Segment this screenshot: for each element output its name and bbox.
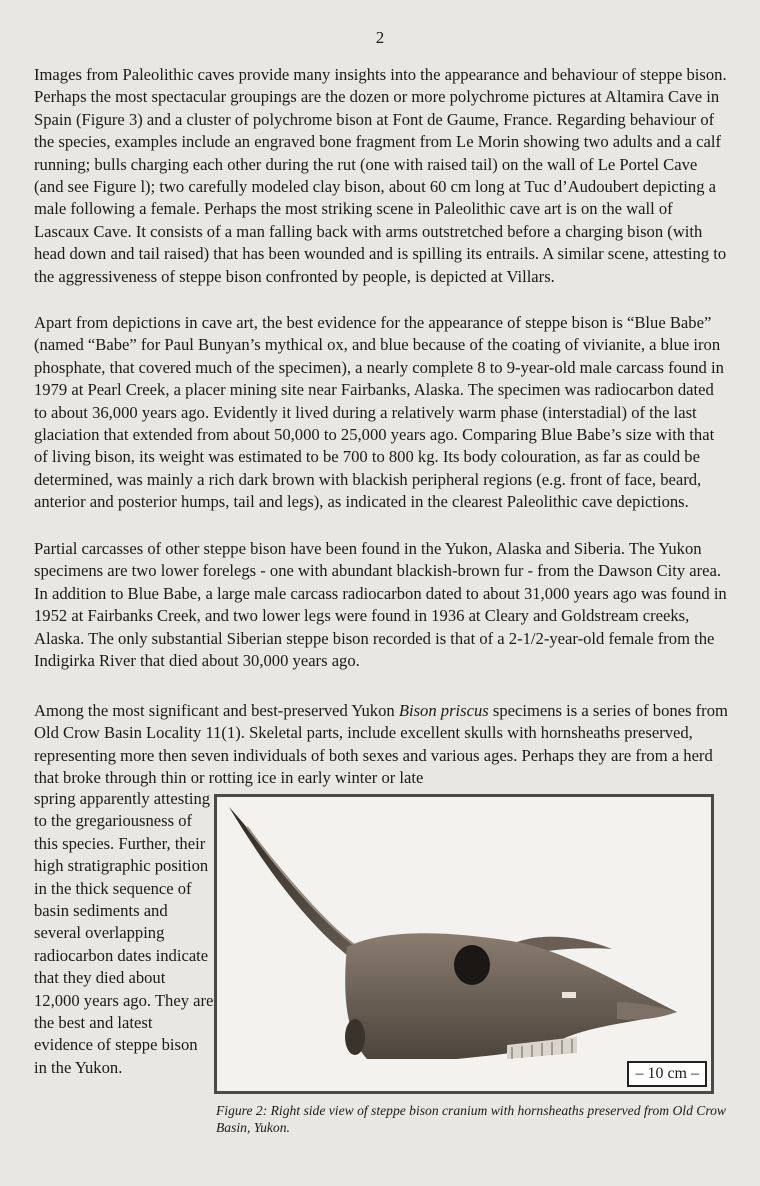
- paragraph-old-crow: [34, 700, 730, 790]
- paragraph-text: [34, 700, 730, 790]
- page-number: 2: [375, 28, 385, 47]
- paragraph-text-end: specimens is a series of bones from Old Crow Basin Locality 11(1). Skeletal parts, include excellent skulls with hornsheaths preserved, representing more then seven individuals of both sexes and various ages. Perhaps they are from a herd that broke through thin or rotting ice in early winter or late: [34, 701, 728, 788]
- figure-caption: Figure 2: Right side view of steppe bison cranium with hornsheaths preserved from Old Crow Basin, Yukon.: [216, 1103, 726, 1135]
- paragraph-old-crow-wrap: spring apparently attesting to the gregariousness of this species. Further, their high stratigraphic position in the thick sequence of basin sediments and several overlapping radiocarbon dates indicate that they died about 12,000 years ago. They are the best and latest evidence of steppe bison in the Yukon.: [34, 789, 214, 1077]
- eye-socket: [454, 945, 490, 985]
- paragraph-text: Apart from depictions in cave art, the best evidence for the appearance of steppe bison is “Blue Babe” (named “Babe” for Paul Bunyan’s mythical ox, and blue because of the coating of vivianite, a blue iron phosphate, that covered much of the specimen), a nearly complete 8 to 9-year-old male carcass found in 1979 at Pearl Creek, a placer mining site near Fairbanks, Alaska. The specimen was radiocarbon dated to about 36,000 years ago. Evidently it lived during a relatively warm phase (interstadial) of the last glaciation that extended from about 50,000 to 25,000 years ago. Comparing Blue Babe’s size with that of living bison, its weight was estimated to be 700 to 800 kg. Its body colouration, as far as could be determined, was mainly a rich dark brown with blackish peripheral regions (e.g. front of face, beard, anterior and posterior humps, tail and legs), as indicated in the clearest Paleolithic cave depictions.: [34, 313, 724, 512]
- species-name: Bison priscus: [398, 701, 489, 720]
- paragraph-text-start: Among the most significant and best-preserved Yukon: [34, 701, 399, 720]
- scale-bar: – 10 cm –: [627, 1061, 707, 1087]
- paragraph-cave-art: [34, 64, 730, 288]
- paragraph-text: Images from Paleolithic caves provide many insights into the appearance and behaviour of steppe bison. Perhaps the most spectacular groupings are the dozen or more polychrome pictures at Altamira Cave in Spain (Figure 3) and a cluster of polychrome bison at Font de Gaume, France. Regarding behaviour of the species, examples include an engraved bone fragment from Le Morin showing two adults and a calf running; bulls charging each other during the rut (one with raised tail) on the wall of Le Portel Cave (and see Figure l); two carefully modeled clay bison, about 60 cm long at Tuc d’Audoubert depicting a male following a female. Perhaps the most striking scene in Paleolithic cave art is on the wall of Lascaux Cave. It consists of a man falling back with arms outstretched before a charging bison (with head down and tail raised) that has been wounded and is spilling its entrails. A similar scene, attesting to the aggressiveness of steppe bison confronted by people, is depicted at Villars.: [34, 65, 727, 286]
- paragraph-blue-babe: [34, 312, 730, 514]
- bison-skull-photo: [217, 797, 711, 1091]
- paragraph-partial-carcasses: [34, 538, 730, 672]
- figure-bison-cranium: [214, 794, 714, 1094]
- paragraph-text: Partial carcasses of other steppe bison have been found in the Yukon, Alaska and Siberia. The Yukon specimens are two lower forelegs - one with abundant blackish-brown fur - from the Dawson City area. In addition to Blue Babe, a large male carcass radiocarbon dated to about 31,000 years ago was found in 1952 at Fairbanks Creek, and two lower legs were found in 1936 at Cleary and Goldstream creeks, Alaska. The only substantial Siberian steppe bison recorded is that of a 2-1/2-year-old female from the Indigirka River that died about 30,000 years ago.: [34, 539, 727, 671]
